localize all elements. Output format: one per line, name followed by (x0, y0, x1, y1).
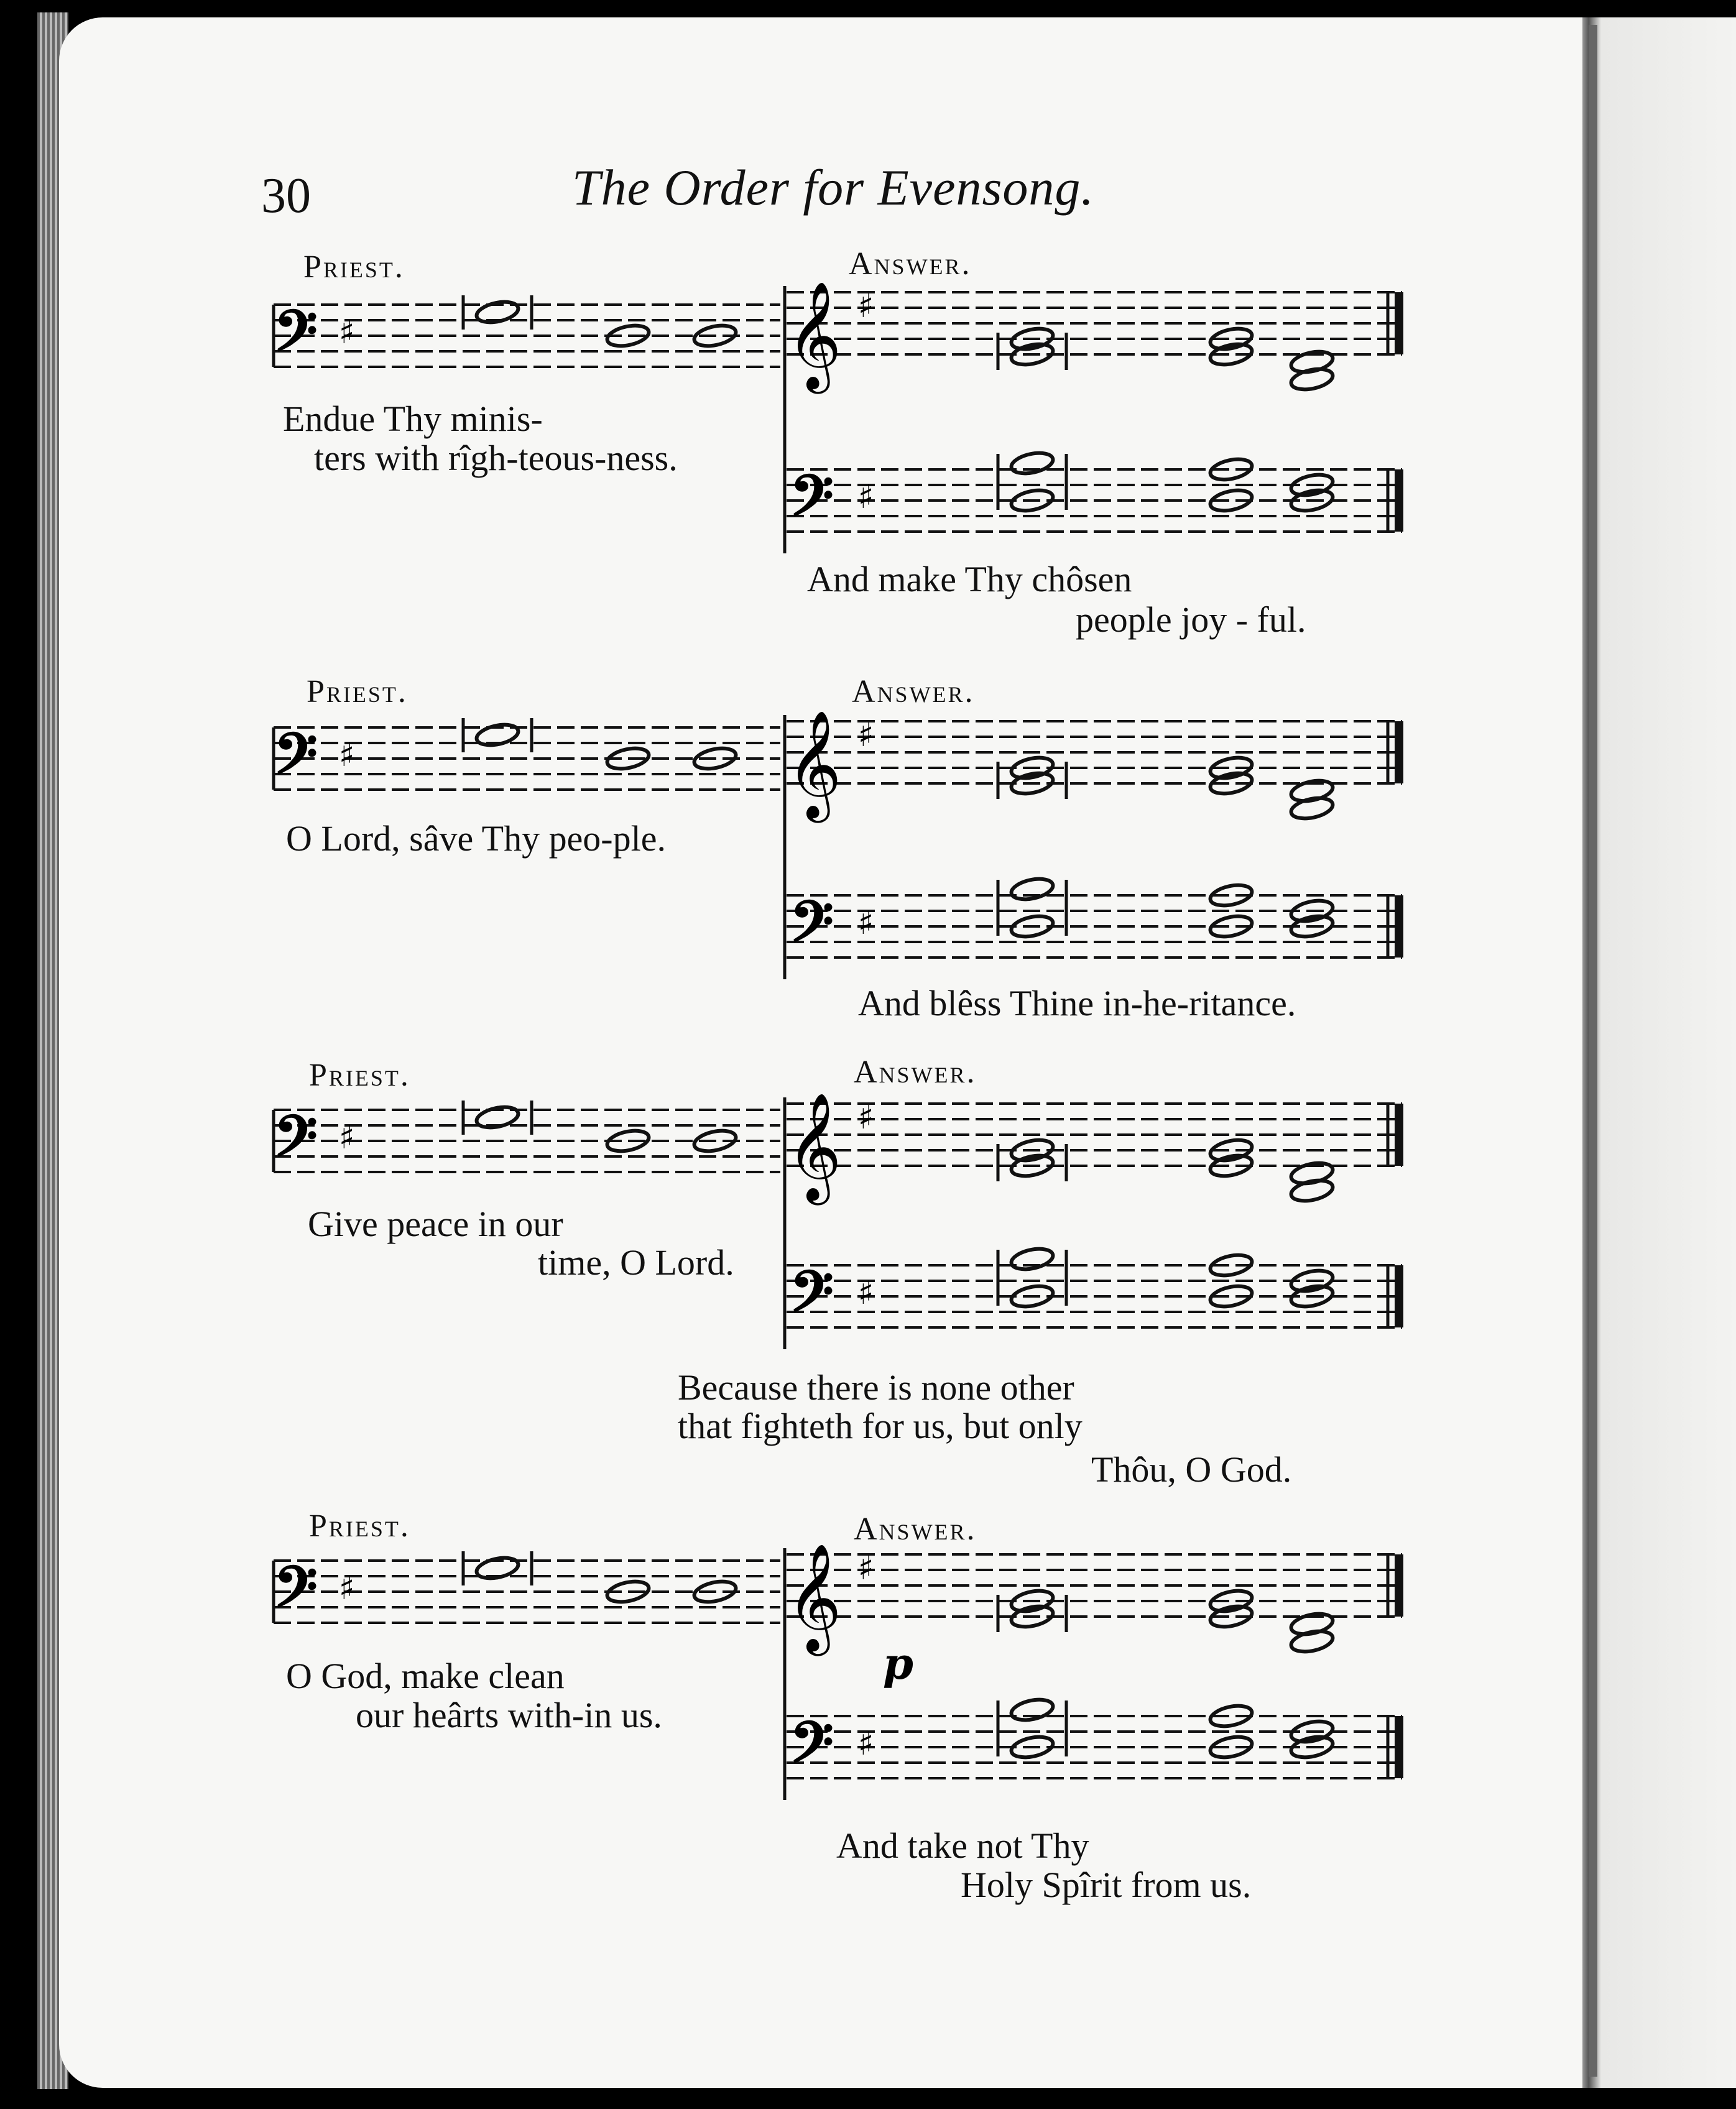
priest-text-3a: Give peace in our (308, 1204, 563, 1244)
answer-text-3c: Thôu, O God. (1091, 1449, 1292, 1490)
priest-text-4a: O God, make clean (286, 1656, 565, 1696)
priest-label-4: Priest. (309, 1508, 410, 1544)
treble-clef-icon: 𝄞 (787, 1092, 842, 1201)
priest-label-2: Priest. (307, 674, 408, 709)
bass-clef-icon: 𝄢 (274, 1103, 318, 1183)
sharp-icon: ♯ (339, 314, 355, 351)
treble-clef-icon: 𝄞 (787, 1543, 842, 1651)
sharp-icon: ♯ (858, 479, 874, 516)
page-number: 30 (261, 168, 311, 223)
sharp-icon: ♯ (858, 1550, 874, 1587)
note-head (475, 1104, 520, 1130)
answer-text-4b: Holy Spîrit from us. (961, 1865, 1252, 1905)
note-head (1010, 875, 1055, 902)
answer-label-3: Answer. (854, 1054, 977, 1090)
bass-clef-icon: 𝄢 (274, 298, 318, 378)
answer-bass-staff-2 (787, 895, 1402, 958)
answer-text-3a: Because there is none other (678, 1367, 1074, 1408)
answer-label-4: Answer. (854, 1511, 977, 1547)
sharp-icon: ♯ (858, 1275, 874, 1312)
dynamic-piano-mark: p (883, 1638, 913, 1689)
answer-label-2: Answer. (852, 674, 975, 709)
priest-text-2: O Lord, sâve Thy peo-ple. (286, 818, 666, 859)
answer-treble-staff-1 (787, 292, 1402, 354)
note-head (475, 1554, 520, 1581)
sharp-icon: ♯ (858, 905, 874, 942)
sharp-icon: ♯ (339, 737, 355, 774)
sharp-icon: ♯ (858, 1099, 874, 1137)
answer-treble-staff-2 (787, 721, 1402, 783)
answer-treble-staff-3 (787, 1104, 1402, 1166)
sharp-icon: ♯ (858, 288, 874, 325)
answer-text-3b: that fighteth for us, but only (678, 1406, 1083, 1446)
bass-clef-icon: 𝄢 (274, 721, 318, 801)
sharp-icon: ♯ (339, 1570, 355, 1607)
note-head (475, 721, 520, 748)
bass-clef-icon: 𝄢 (790, 463, 834, 543)
sharp-icon: ♯ (858, 717, 874, 754)
priest-text-1a: Endue Thy minis- (283, 399, 543, 439)
answer-text-2: And blêss Thine in-he-ritance. (858, 983, 1296, 1023)
answer-text-1b: people joy - ful. (1076, 599, 1306, 640)
sharp-icon: ♯ (339, 1119, 355, 1156)
answer-treble-staff-4 (787, 1554, 1402, 1617)
bass-clef-icon: 𝄢 (790, 1709, 834, 1789)
note-head (1010, 1245, 1055, 1272)
priest-label-1: Priest. (303, 249, 405, 285)
answer-bass-staff-3 (787, 1265, 1402, 1327)
answer-label-1: Answer. (849, 246, 972, 282)
note-head (1010, 450, 1055, 476)
priest-text-3b: time, O Lord. (538, 1242, 734, 1283)
answer-bass-staff-1 (787, 469, 1402, 532)
priest-text-1b: ters with rîgh-teous-ness. (314, 438, 678, 478)
bass-clef-icon: 𝄢 (790, 888, 834, 969)
note-head (1010, 1696, 1055, 1723)
priest-text-4b: our heârts with-in us. (356, 1695, 662, 1735)
answer-text-1a: And make Thy chôsen (807, 559, 1132, 599)
running-title: The Order for Evensong. (572, 159, 1094, 216)
priest-label-3: Priest. (309, 1058, 410, 1093)
bass-clef-icon: 𝄢 (274, 1554, 318, 1634)
sharp-icon: ♯ (858, 1725, 874, 1763)
treble-clef-icon: 𝄞 (787, 710, 842, 818)
note-head (475, 298, 520, 325)
bass-clef-icon: 𝄢 (790, 1258, 834, 1339)
answer-text-4a: And take not Thy (836, 1825, 1089, 1866)
treble-clef-icon: 𝄞 (787, 281, 842, 389)
answer-bass-staff-4 (787, 1716, 1402, 1778)
